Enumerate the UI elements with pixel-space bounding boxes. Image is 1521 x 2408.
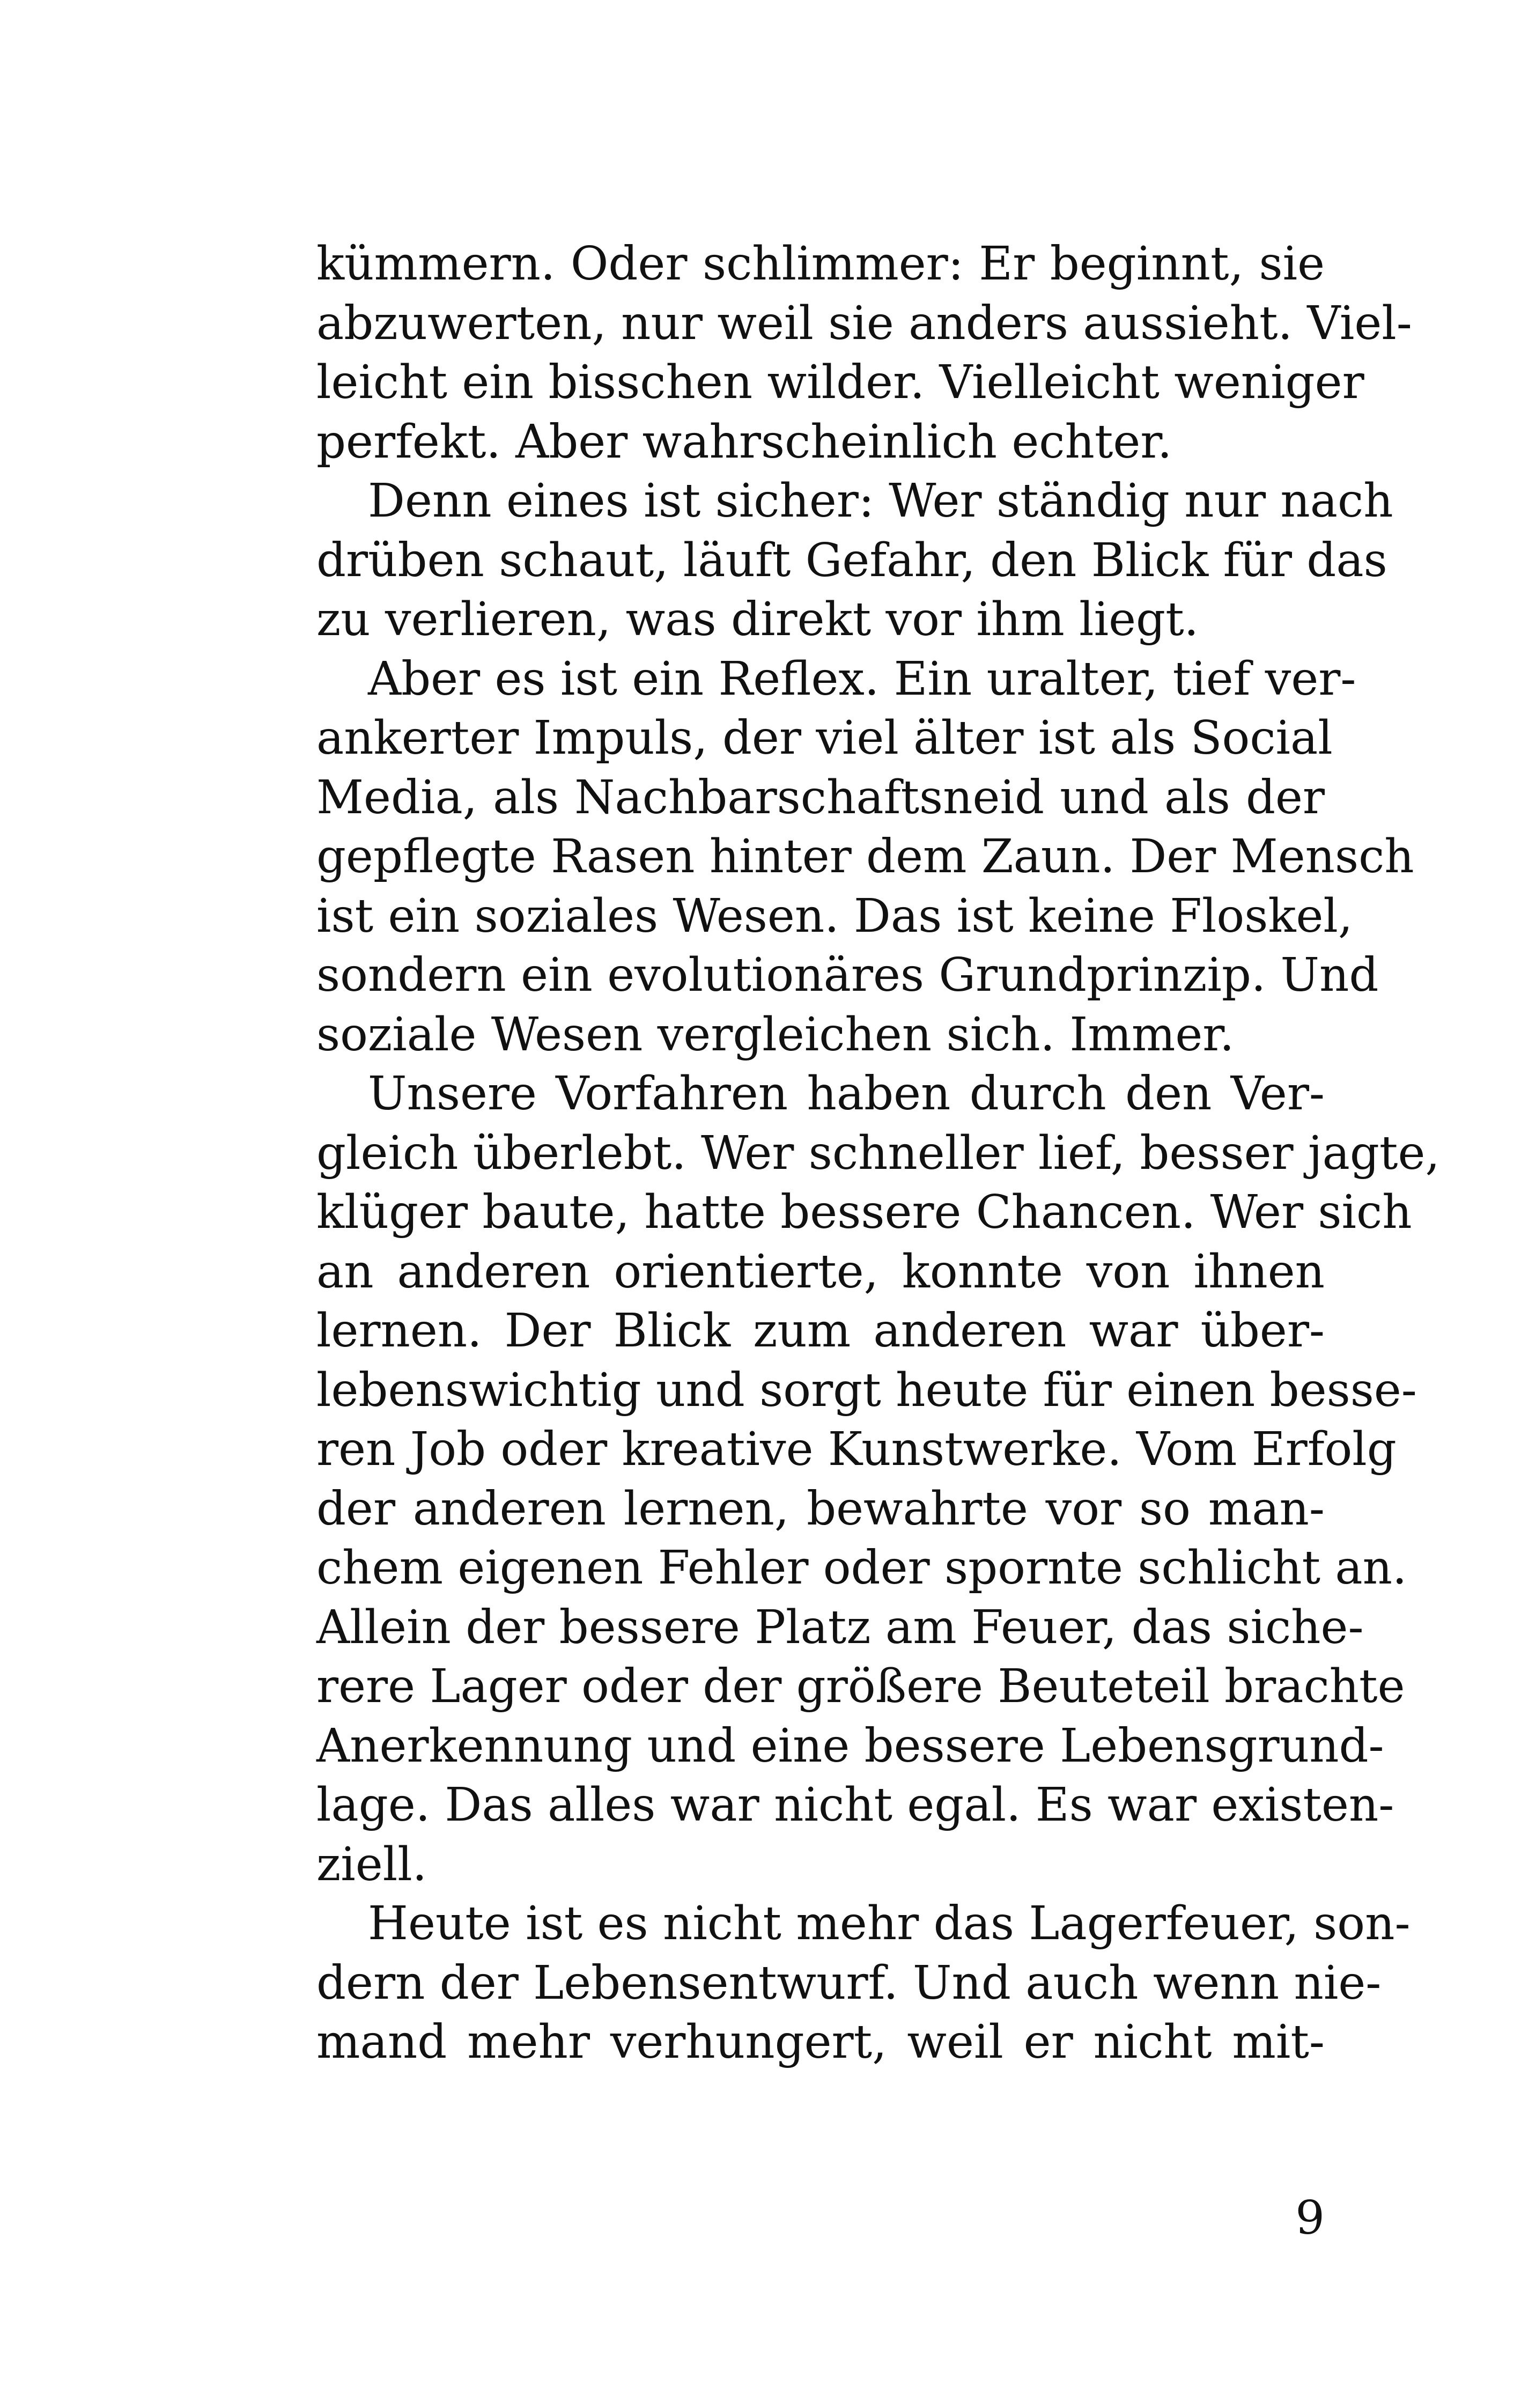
text-line: drüben schaut, läuft Gefahr, den Blick für das <box>316 533 1387 587</box>
text-line: gleich überlebt. Wer schneller lief, besser jagte, <box>316 1126 1440 1180</box>
text-line: rere Lager oder der größere Beuteteil brachte <box>316 1660 1405 1713</box>
text-line: ziell. <box>316 1837 427 1891</box>
text-line: soziale Wesen vergleichen sich. Immer. <box>316 1007 1235 1062</box>
text-line: gepflegte Rasen hinter dem Zaun. Der Mensch <box>316 830 1414 883</box>
text-line: Media, als Nachbarschaftsneid und als der <box>316 770 1325 824</box>
text-line: Anerkennung und eine bessere Lebensgrund- <box>316 1719 1384 1773</box>
text-line: an anderen orientierte, konnte von ihnen <box>316 1244 1325 1299</box>
text-line: mand mehr verhungert, weil er nicht mit- <box>316 2015 1325 2069</box>
text-line: dern der Lebensentwurf. Und auch wenn nie- <box>316 1956 1382 2010</box>
text-line: perfekt. Aber wahrscheinlich echter. <box>316 415 1172 469</box>
text-line: zu verlieren, was direkt vor ihm liegt. <box>316 593 1199 646</box>
text-line: Allein der bessere Platz am Feuer, das siche- <box>316 1600 1364 1654</box>
text-line: kümmern. Oder schlimmer: Er beginnt, sie <box>316 237 1325 291</box>
text-line: leicht ein bisschen wilder. Vielleicht weniger <box>316 356 1364 409</box>
text-line: Unsere Vorfahren haben durch den Ver- <box>368 1067 1325 1121</box>
body-text <box>316 234 1440 2072</box>
text-line: der anderen lernen, bewahrte vor so man- <box>316 1482 1325 1536</box>
text-line: ren Job oder kreative Kunstwerke. Vom Erfolg <box>316 1423 1397 1476</box>
text-line: sondern ein evolutionäres Grundprinzip. Und <box>316 948 1379 1002</box>
text-line: lernen. Der Blick zum anderen war über- <box>316 1304 1325 1358</box>
text-line: Heute ist es nicht mehr das Lagerfeuer, son- <box>368 1897 1411 1950</box>
text-line: ankerter Impuls, der viel älter ist als Social <box>316 711 1333 765</box>
text-line: Denn eines ist sicher: Wer ständig nur nach <box>368 474 1393 528</box>
page-number: 9 <box>1295 2191 1325 2245</box>
text-line: lage. Das alles war nicht egal. Es war existen- <box>316 1778 1394 1832</box>
text-line: Aber es ist ein Reflex. Ein uralter, tief ver- <box>368 652 1356 706</box>
text-line: chem eigenen Fehler oder spornte schlicht an. <box>316 1541 1407 1595</box>
text-line: abzuwerten, nur weil sie anders aussieht. Viel- <box>316 296 1412 350</box>
text-line: ist ein soziales Wesen. Das ist keine Floskel, <box>316 889 1353 943</box>
text-line: lebenswichtig und sorgt heute für einen besse- <box>316 1363 1417 1417</box>
text-line: klüger baute, hatte bessere Chancen. Wer sich <box>316 1185 1412 1239</box>
